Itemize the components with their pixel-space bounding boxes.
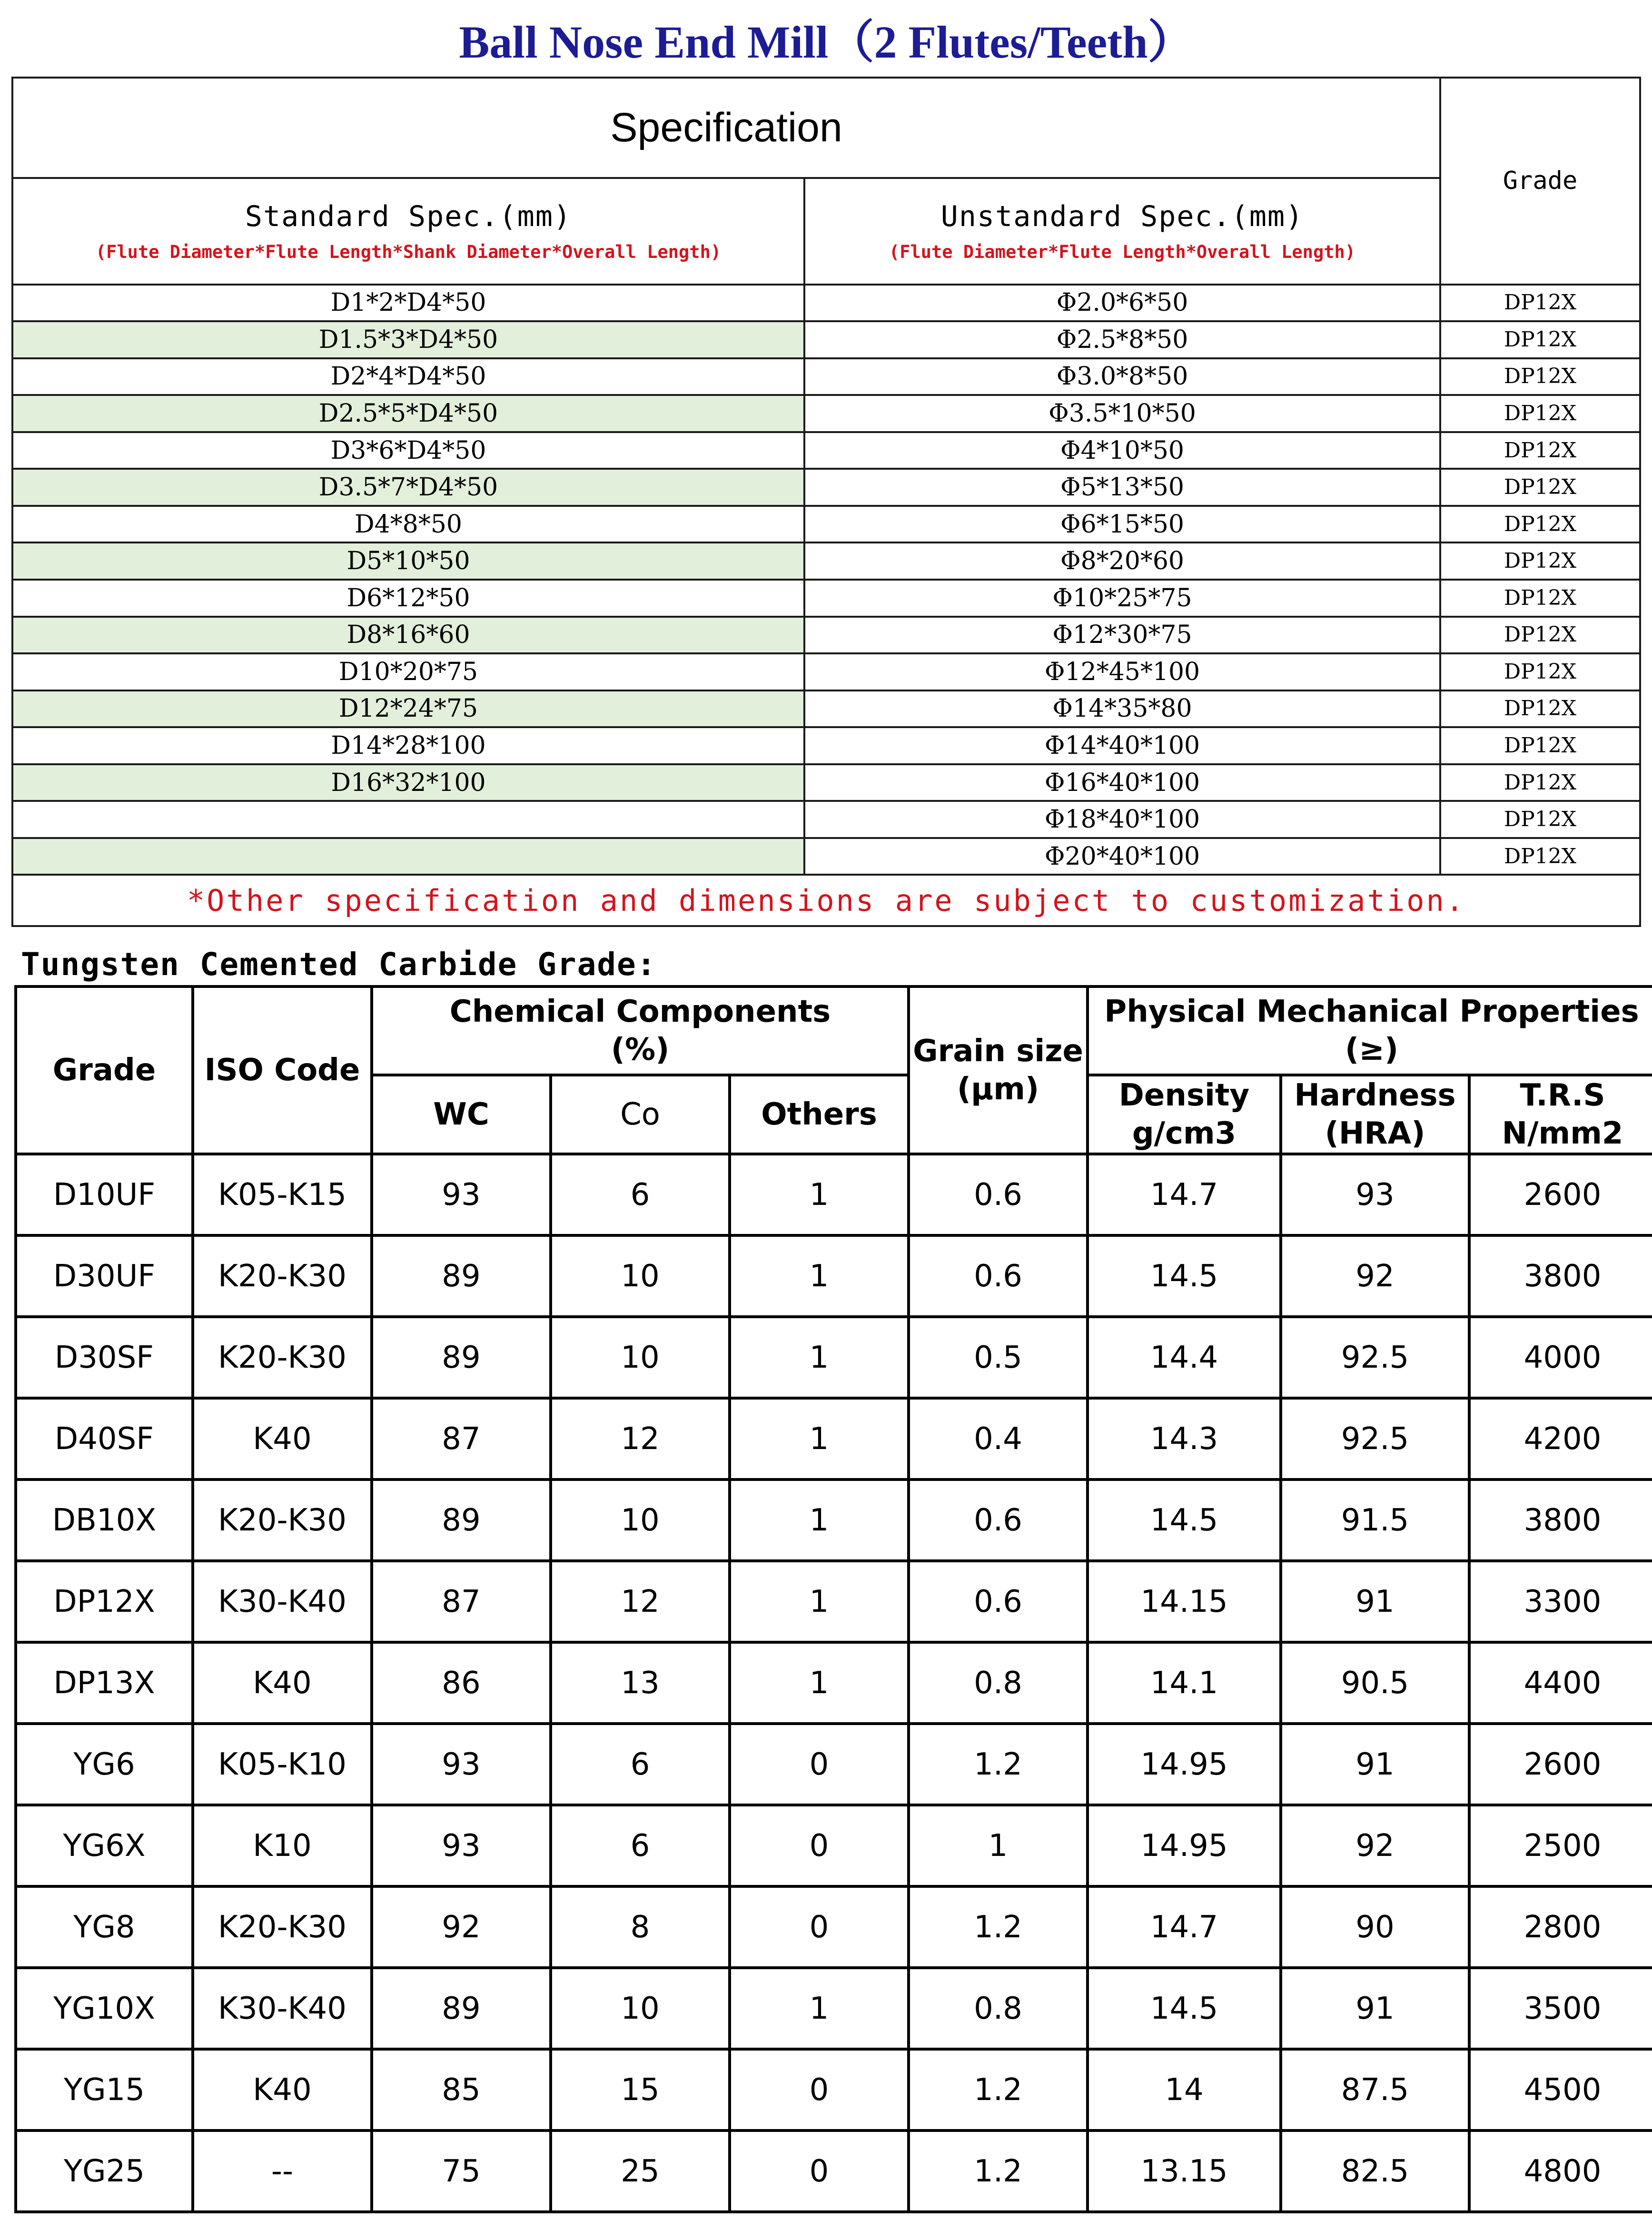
spec-row — [12, 542, 1640, 580]
density-label: Density — [1118, 1078, 1250, 1113]
unstandard-spec-cell: Φ20*40*100 — [804, 838, 1440, 875]
unstandard-spec-cell: Φ10*25*75 — [804, 580, 1440, 617]
trs-cell: 3300 — [1469, 1561, 1652, 1642]
grade-cell: DB10X — [16, 1479, 193, 1561]
grade-cell: YG6X — [16, 1805, 193, 1886]
grade-cell: DP13X — [16, 1642, 193, 1724]
wc-cell: 75 — [372, 2130, 551, 2212]
chemical-components-label: Chemical Components — [449, 994, 831, 1029]
grade-cell: DP12X — [1440, 542, 1640, 580]
co-cell: 8 — [551, 1886, 730, 1968]
grade-row — [16, 1235, 1652, 1317]
grade-table — [14, 985, 1652, 2213]
density-cell: 14.7 — [1088, 1886, 1281, 1968]
grade-row — [16, 1724, 1652, 1805]
spec-row — [12, 653, 1640, 690]
grade-row — [16, 1968, 1652, 2049]
wc-cell: 87 — [372, 1398, 551, 1479]
density-col-header — [1088, 1075, 1281, 1154]
standard-spec-cell: D12*24*75 — [12, 690, 804, 728]
unstandard-spec-cell: Φ2.5*8*50 — [804, 321, 1440, 358]
grade-cell: D30SF — [16, 1317, 193, 1398]
spec-row — [12, 432, 1640, 469]
co-cell: 6 — [551, 1805, 730, 1886]
grain-cell: 0.6 — [909, 1154, 1088, 1235]
unstandard-spec-cell: Φ2.0*6*50 — [804, 285, 1440, 322]
trs-cell: 2600 — [1469, 1154, 1652, 1235]
unstandard-spec-note: (Flute Diameter*Flute Length*Overall Length) — [889, 242, 1356, 263]
grade-row — [16, 1561, 1652, 1642]
trs-col-header — [1469, 1075, 1652, 1154]
grade-cell: DP12X — [1440, 506, 1640, 543]
wc-cell: 93 — [372, 1805, 551, 1886]
grain-cell: 0.5 — [909, 1317, 1088, 1398]
trs-cell: 3800 — [1469, 1479, 1652, 1561]
trs-cell: 2500 — [1469, 1805, 1652, 1886]
spec-row — [12, 580, 1640, 617]
hardness-cell: 92 — [1281, 1805, 1469, 1886]
co-cell: 10 — [551, 1479, 730, 1561]
wc-cell: 87 — [372, 1561, 551, 1642]
spec-row — [12, 285, 1640, 322]
hardness-cell: 91 — [1281, 1561, 1469, 1642]
unstandard-spec-cell: Φ18*40*100 — [804, 801, 1440, 838]
hardness-cell: 90.5 — [1281, 1642, 1469, 1724]
iso-cell: K40 — [193, 1398, 372, 1479]
grade-cell: D30UF — [16, 1235, 193, 1317]
standard-spec-cell: D4*8*50 — [12, 506, 804, 543]
iso-cell: K10 — [193, 1805, 372, 1886]
iso-cell: K40 — [193, 1642, 372, 1724]
grade-row — [16, 1479, 1652, 1561]
spec-row — [12, 617, 1640, 654]
grade-row — [16, 1805, 1652, 1886]
unstandard-spec-cell: Φ4*10*50 — [804, 432, 1440, 469]
grade-cell: YG6 — [16, 1724, 193, 1805]
specification-header: Specification — [12, 78, 1440, 178]
wc-col-header: WC — [372, 1075, 551, 1154]
standard-spec-cell: D1*2*D4*50 — [12, 285, 804, 322]
grain-size-unit: (μm) — [957, 1072, 1039, 1107]
standard-spec-title: Standard Spec.(mm) — [245, 200, 572, 234]
co-cell: 10 — [551, 1317, 730, 1398]
others-cell: 1 — [730, 1642, 909, 1724]
standard-spec-cell: D5*10*50 — [12, 542, 804, 580]
spec-row — [12, 469, 1640, 506]
others-cell: 1 — [730, 1968, 909, 2049]
standard-spec-cell — [12, 801, 804, 838]
density-cell: 14 — [1088, 2049, 1281, 2130]
unstandard-spec-cell: Φ12*30*75 — [804, 617, 1440, 654]
physical-properties-header — [1088, 986, 1652, 1075]
others-cell: 0 — [730, 1724, 909, 1805]
unstandard-spec-cell: Φ6*15*50 — [804, 506, 1440, 543]
spec-row — [12, 690, 1640, 728]
grade-cell: D40SF — [16, 1398, 193, 1479]
grain-cell: 0.6 — [909, 1235, 1088, 1317]
spec-row — [12, 358, 1640, 395]
co-cell: 13 — [551, 1642, 730, 1724]
grade-cell: DP12X — [1440, 395, 1640, 432]
iso-code-col-header: ISO Code — [193, 986, 372, 1154]
standard-spec-cell: D6*12*50 — [12, 580, 804, 617]
iso-cell: K30-K40 — [193, 1968, 372, 2049]
hardness-cell: 92.5 — [1281, 1398, 1469, 1479]
grade-col-header: Grade — [16, 986, 193, 1154]
wc-cell: 93 — [372, 1154, 551, 1235]
trs-cell: 3500 — [1469, 1968, 1652, 2049]
co-cell: 6 — [551, 1724, 730, 1805]
co-cell: 6 — [551, 1154, 730, 1235]
unstandard-spec-cell: Φ3.0*8*50 — [804, 358, 1440, 395]
co-cell: 15 — [551, 2049, 730, 2130]
density-cell: 14.5 — [1088, 1235, 1281, 1317]
unstandard-spec-cell: Φ14*40*100 — [804, 727, 1440, 764]
trs-cell: 3800 — [1469, 1235, 1652, 1317]
grade-cell: DP12X — [1440, 727, 1640, 764]
grain-cell: 0.6 — [909, 1479, 1088, 1561]
spec-row — [12, 838, 1640, 875]
grain-size-header — [909, 986, 1088, 1154]
density-unit: g/cm3 — [1132, 1116, 1237, 1151]
hardness-cell: 92.5 — [1281, 1317, 1469, 1398]
hardness-cell: 91.5 — [1281, 1479, 1469, 1561]
hardness-col-header — [1281, 1075, 1469, 1154]
standard-spec-cell: D3*6*D4*50 — [12, 432, 804, 469]
wc-cell: 85 — [372, 2049, 551, 2130]
grain-cell: 0.6 — [909, 1561, 1088, 1642]
hardness-label: Hardness — [1294, 1078, 1456, 1113]
standard-spec-cell: D14*28*100 — [12, 727, 804, 764]
grade-cell: DP12X — [1440, 838, 1640, 875]
customization-note: *Other specification and dimensions are subject to customization. — [12, 875, 1640, 926]
others-cell: 1 — [730, 1317, 909, 1398]
grade-cell: DP12X — [1440, 321, 1640, 358]
others-cell: 0 — [730, 2049, 909, 2130]
others-cell: 1 — [730, 1479, 909, 1561]
spec-table — [11, 0, 1641, 927]
hardness-cell: 91 — [1281, 1724, 1469, 1805]
trs-cell: 4000 — [1469, 1317, 1652, 1398]
grade-cell: DP12X — [1440, 580, 1640, 617]
standard-spec-cell: D8*16*60 — [12, 617, 804, 654]
hardness-cell: 82.5 — [1281, 2130, 1469, 2212]
co-cell: 10 — [551, 1235, 730, 1317]
grade-row — [16, 1154, 1652, 1235]
standard-spec-cell: D3.5*7*D4*50 — [12, 469, 804, 506]
spec-row — [12, 506, 1640, 543]
grain-cell: 0.4 — [909, 1398, 1088, 1479]
iso-cell: K20-K30 — [193, 1479, 372, 1561]
standard-spec-cell: D2*4*D4*50 — [12, 358, 804, 395]
grade-cell: DP12X — [1440, 469, 1640, 506]
spec-row — [12, 395, 1640, 432]
grade-cell: YG15 — [16, 2049, 193, 2130]
grade-cell: DP12X — [1440, 690, 1640, 728]
grade-row — [16, 2049, 1652, 2130]
grade-row — [16, 1642, 1652, 1724]
spec-row — [12, 727, 1640, 764]
hardness-cell: 87.5 — [1281, 2049, 1469, 2130]
standard-spec-cell: D2.5*5*D4*50 — [12, 395, 804, 432]
co-cell: 12 — [551, 1398, 730, 1479]
standard-spec-cell: D10*20*75 — [12, 653, 804, 690]
density-cell: 13.15 — [1088, 2130, 1281, 2212]
unstandard-spec-title: Unstandard Spec.(mm) — [940, 200, 1304, 234]
grade-section-title: Tungsten Cemented Carbide Grade: — [21, 946, 657, 983]
wc-cell: 89 — [372, 1479, 551, 1561]
wc-cell: 86 — [372, 1642, 551, 1724]
standard-spec-note: (Flute Diameter*Flute Length*Shank Diameter*Overall Length) — [95, 242, 722, 263]
trs-cell: 4200 — [1469, 1398, 1652, 1479]
grade-row — [16, 2130, 1652, 2212]
density-cell: 14.15 — [1088, 1561, 1281, 1642]
unstandard-spec-cell: Φ14*35*80 — [804, 690, 1440, 728]
density-cell: 14.3 — [1088, 1398, 1281, 1479]
wc-cell: 92 — [372, 1886, 551, 1968]
trs-unit: N/mm2 — [1502, 1116, 1623, 1151]
density-cell: 14.1 — [1088, 1642, 1281, 1724]
iso-cell: K20-K30 — [193, 1235, 372, 1317]
spec-row — [12, 321, 1640, 358]
grade-cell: DP12X — [1440, 432, 1640, 469]
grade-row — [16, 1317, 1652, 1398]
others-cell: 0 — [730, 1886, 909, 1968]
others-cell: 1 — [730, 1154, 909, 1235]
spec-row — [12, 801, 1640, 838]
grade-cell: DP12X — [16, 1561, 193, 1642]
grain-cell: 0.8 — [909, 1968, 1088, 2049]
trs-cell: 2600 — [1469, 1724, 1652, 1805]
wc-cell: 89 — [372, 1968, 551, 2049]
hardness-cell: 93 — [1281, 1154, 1469, 1235]
grade-row — [16, 1886, 1652, 1968]
iso-cell: -- — [193, 2130, 372, 2212]
co-col-header: Co — [551, 1075, 730, 1154]
iso-cell: K40 — [193, 2049, 372, 2130]
page-title: Ball Nose End Mill（2 Flutes/Teeth） — [12, 0, 1640, 78]
iso-cell: K05-K10 — [193, 1724, 372, 1805]
wc-cell: 89 — [372, 1317, 551, 1398]
unstandard-spec-cell: Φ3.5*10*50 — [804, 395, 1440, 432]
density-cell: 14.95 — [1088, 1724, 1281, 1805]
others-cell: 0 — [730, 1805, 909, 1886]
density-cell: 14.4 — [1088, 1317, 1281, 1398]
grade-cell: DP12X — [1440, 653, 1640, 690]
grade-cell: DP12X — [1440, 617, 1640, 654]
unstandard-spec-cell: Φ8*20*60 — [804, 542, 1440, 580]
standard-spec-cell: D1.5*3*D4*50 — [12, 321, 804, 358]
unstandard-spec-cell: Φ5*13*50 — [804, 469, 1440, 506]
trs-cell: 4400 — [1469, 1642, 1652, 1724]
grain-size-label: Grain size — [913, 1034, 1083, 1069]
wc-cell: 89 — [372, 1235, 551, 1317]
standard-spec-cell — [12, 838, 804, 875]
grade-header: Grade — [1440, 78, 1640, 284]
grade-cell: D10UF — [16, 1154, 193, 1235]
others-cell: 1 — [730, 1398, 909, 1479]
unstandard-spec-cell: Φ12*45*100 — [804, 653, 1440, 690]
trs-label: T.R.S — [1520, 1078, 1605, 1113]
iso-cell: K20-K30 — [193, 1886, 372, 1968]
trs-cell: 2800 — [1469, 1886, 1652, 1968]
density-cell: 14.5 — [1088, 1968, 1281, 2049]
grade-cell: YG8 — [16, 1886, 193, 1968]
grain-cell: 1.2 — [909, 1886, 1088, 1968]
chemical-components-unit: (%) — [611, 1032, 670, 1067]
grain-cell: 0.8 — [909, 1642, 1088, 1724]
others-cell: 0 — [730, 2130, 909, 2212]
density-cell: 14.5 — [1088, 1479, 1281, 1561]
grade-cell: YG25 — [16, 2130, 193, 2212]
co-cell: 12 — [551, 1561, 730, 1642]
density-cell: 14.7 — [1088, 1154, 1281, 1235]
density-cell: 14.95 — [1088, 1805, 1281, 1886]
others-cell: 1 — [730, 1561, 909, 1642]
grade-cell: DP12X — [1440, 358, 1640, 395]
unstandard-spec-header — [804, 178, 1440, 284]
grade-cell: DP12X — [1440, 285, 1640, 322]
unstandard-spec-cell: Φ16*40*100 — [804, 764, 1440, 801]
hardness-cell: 90 — [1281, 1886, 1469, 1968]
hardness-cell: 91 — [1281, 1968, 1469, 2049]
grain-cell: 1.2 — [909, 2049, 1088, 2130]
iso-cell: K20-K30 — [193, 1317, 372, 1398]
physical-properties-unit: (≥) — [1345, 1032, 1399, 1067]
others-cell: 1 — [730, 1235, 909, 1317]
hardness-cell: 92 — [1281, 1235, 1469, 1317]
others-col-header: Others — [730, 1075, 909, 1154]
physical-properties-label: Physical Mechanical Properties — [1104, 994, 1639, 1029]
trs-cell: 4800 — [1469, 2130, 1652, 2212]
iso-cell: K30-K40 — [193, 1561, 372, 1642]
grain-cell: 1 — [909, 1805, 1088, 1886]
grade-cell: DP12X — [1440, 801, 1640, 838]
chemical-components-header — [372, 986, 909, 1075]
standard-spec-header — [12, 178, 804, 284]
spec-row — [12, 764, 1640, 801]
grain-cell: 1.2 — [909, 1724, 1088, 1805]
grade-row — [16, 1398, 1652, 1479]
co-cell: 25 — [551, 2130, 730, 2212]
standard-spec-cell: D16*32*100 — [12, 764, 804, 801]
grain-cell: 1.2 — [909, 2130, 1088, 2212]
trs-cell: 4500 — [1469, 2049, 1652, 2130]
iso-cell: K05-K15 — [193, 1154, 372, 1235]
hardness-unit: (HRA) — [1325, 1116, 1425, 1151]
co-cell: 10 — [551, 1968, 730, 2049]
grade-cell: YG10X — [16, 1968, 193, 2049]
grade-cell: DP12X — [1440, 764, 1640, 801]
wc-cell: 93 — [372, 1724, 551, 1805]
